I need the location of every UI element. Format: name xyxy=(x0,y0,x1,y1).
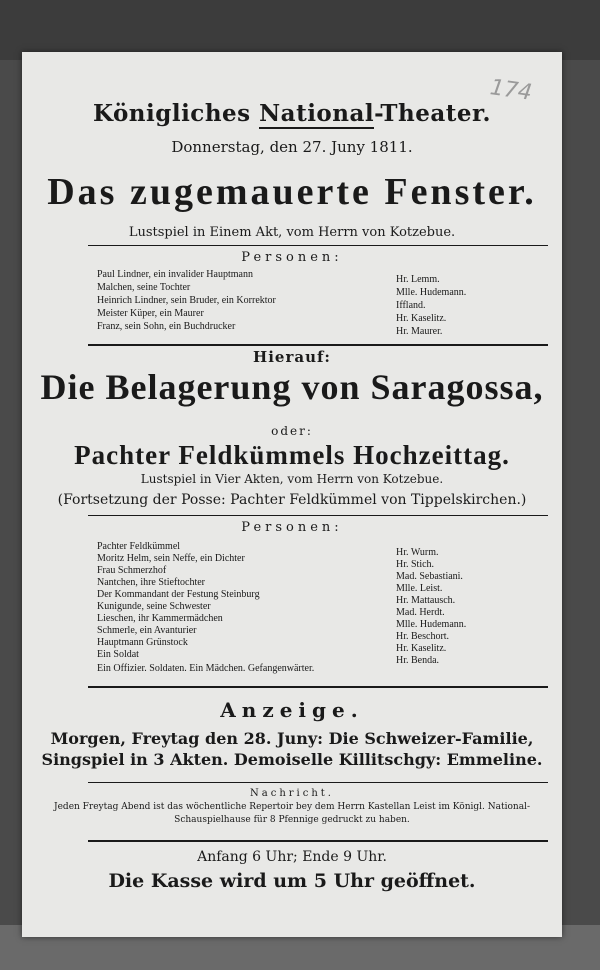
box-office-note: Die Kasse wird um 5 Uhr geöffnet. xyxy=(108,870,476,892)
anzeige-heading: Anzeige. xyxy=(220,698,364,722)
cast-role: Malchen, seine Tochter xyxy=(97,282,191,293)
cast-extras: Ein Offizier. Soldaten. Ein Mädchen. Gefangenwärter. xyxy=(97,663,315,674)
divider xyxy=(88,840,548,842)
scan-background-top xyxy=(0,0,600,60)
cast-role: Frau Schmerzhof xyxy=(97,565,167,576)
nachricht-heading: Nachricht. xyxy=(250,788,334,799)
theater-name-word: National xyxy=(259,100,375,127)
play2-alt-title: Pachter Feldkümmels Hochzeittag. xyxy=(74,440,510,470)
cast-actor: Mad. Herdt. xyxy=(396,607,445,618)
cast-role: Der Kommandant der Festung Steinburg xyxy=(97,589,260,600)
cast-role: Kunigunde, seine Schwester xyxy=(97,601,211,612)
play1-subtitle: Lustspiel in Einem Akt, vom Herrn von Kotzebue. xyxy=(128,225,456,240)
theater-name xyxy=(22,100,562,127)
cast-role: Lieschen, ihr Kammermädchen xyxy=(97,613,223,624)
cast-actor: Mad. Sebastiani. xyxy=(396,571,463,582)
cast-actor: Hr. Kaselitz. xyxy=(396,643,447,654)
divider xyxy=(88,245,548,246)
cast-role: Ein Soldat xyxy=(97,649,139,660)
divider xyxy=(88,686,548,688)
cast-role: Paul Lindner, ein invalider Hauptmann xyxy=(97,269,253,280)
play2-subtitle: Lustspiel in Vier Akten, vom Herrn von Kotzebue. xyxy=(140,472,444,486)
cast-role: Pachter Feldkümmel xyxy=(97,541,181,552)
cast-actor: Mlle. Hudemann. xyxy=(396,287,467,298)
anzeige-line-1: Morgen, Freytag den 28. Juny: Die Schweizer-Familie, xyxy=(50,729,534,748)
cast-role: Meister Küper, ein Maurer xyxy=(97,308,204,319)
cast-actor: Hr. Maurer. xyxy=(396,326,443,337)
divider xyxy=(88,782,548,783)
play2-personen-heading: Personen: xyxy=(241,520,343,535)
play1-title: Das zugemauerte Fenster. xyxy=(47,171,537,213)
cast-actor: Mlle. Hudemann. xyxy=(396,619,467,630)
cast-actor: Hr. Mattausch. xyxy=(396,595,456,606)
cast-actor: Hr. Kaselitz. xyxy=(396,313,447,324)
playbill-sheet xyxy=(22,52,562,937)
cast-role: Hauptmann Grünstock xyxy=(97,637,188,648)
divider xyxy=(88,344,548,346)
cast-actor: Mlle. Leist. xyxy=(396,583,443,594)
pencil-number: 174 xyxy=(488,75,534,106)
performance-date: Donnerstag, den 27. Juny 1811. xyxy=(171,138,413,156)
nachricht-line-2: Schauspielhause für 8 Pfennige gedruckt zu haben. xyxy=(174,815,410,825)
performance-times: Anfang 6 Uhr; Ende 9 Uhr. xyxy=(197,849,387,865)
nachricht-line-1: Jeden Freytag Abend ist das wöchentliche Repertoir bey dem Herrn Kastellan Leist im Königl. National- xyxy=(54,802,530,812)
play2-title: Die Belagerung von Saragossa, xyxy=(40,367,544,407)
oder-label: oder: xyxy=(271,424,313,438)
cast-actor: Iffland. xyxy=(396,300,426,311)
hierauf-label: Hierauf: xyxy=(253,348,331,366)
divider xyxy=(88,515,548,516)
play2-continuation: (Fortsetzung der Posse: Pachter Feldkümmel von Tippelskirchen.) xyxy=(57,492,527,508)
cast-role: Nantchen, ihre Stieftochter xyxy=(97,577,206,588)
theater-name-post: -Theater. xyxy=(374,100,492,127)
cast-actor: Hr. Benda. xyxy=(396,655,440,666)
cast-actor: Hr. Wurm. xyxy=(396,547,439,558)
cast-role: Heinrich Lindner, sein Bruder, ein Korrektor xyxy=(97,295,276,306)
cast-actor: Hr. Stich. xyxy=(396,559,435,570)
theater-name-pre: Königliches xyxy=(92,100,251,127)
cast-actor: Hr. Lemm. xyxy=(396,274,440,285)
play1-personen-heading: Personen: xyxy=(241,250,343,265)
cast-role: Moritz Helm, sein Neffe, ein Dichter xyxy=(97,553,245,564)
cast-role: Schmerle, ein Avanturier xyxy=(97,625,197,636)
cast-role: Franz, sein Sohn, ein Buchdrucker xyxy=(97,321,236,332)
anzeige-line-2: Singspiel in 3 Akten. Demoiselle Killitschgy: Emmeline. xyxy=(41,750,543,769)
cast-actor: Hr. Beschort. xyxy=(396,631,450,642)
